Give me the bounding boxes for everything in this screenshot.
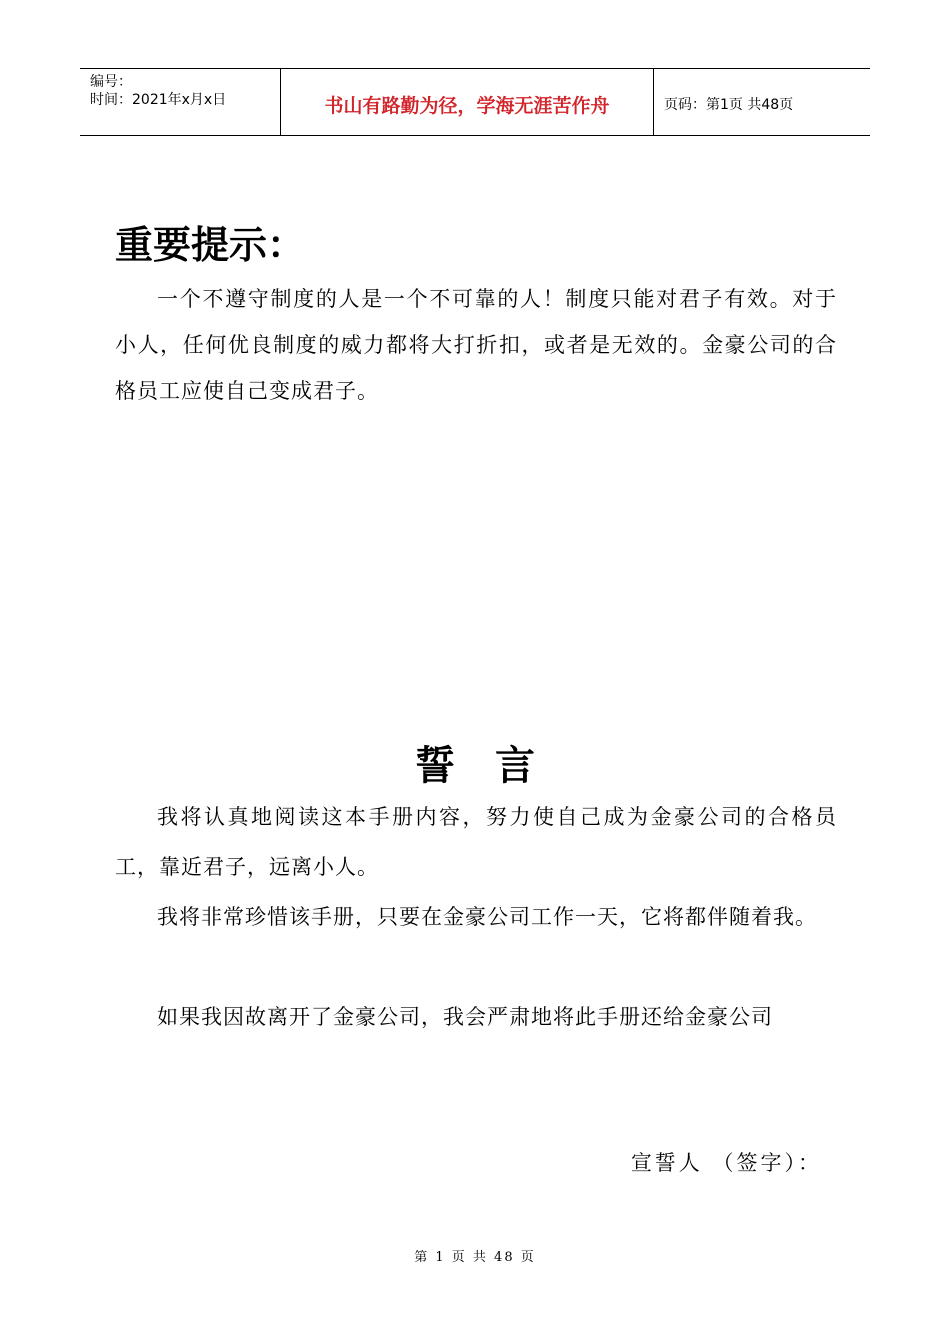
oath-line-3: 如果我因故离开了金豪公司，我会严肃地将此手册还给金豪公司 [157,1005,773,1029]
signer-line: 宣誓人 （签字）： [630,1151,822,1175]
oath-title: 誓言 [415,743,575,789]
page-footer: 第 1 页 共 48 页 [414,1250,536,1265]
oath-line-2: 我将非常珍惜该手册，只要在金豪公司工作一天，它将都伴随着我。 [157,905,817,929]
time-label: 时间：2021年x月x日 [90,92,227,108]
header-page-info: 页码：第1页 共48页 [664,97,794,113]
number-label: 编号： [90,74,132,90]
notice-body: 一个不遵守制度的人是一个不可靠的人！制度只能对君子有效。对于小人，任何优良制度的威力都将大打折扣，或者是无效的。金豪公司的合格员工应使自己变成君子。 [115,287,837,403]
document-header [80,68,870,136]
oath-line-1: 我将认真地阅读这本手册内容，努力使自己成为金豪公司的合格员工，靠近君子，远离小人。 [115,805,837,879]
header-motto: 书山有路勤为径，学海无涯苦作舟 [281,69,654,135]
notice-title: 重要提示： [115,223,306,267]
header-meta [80,69,281,135]
